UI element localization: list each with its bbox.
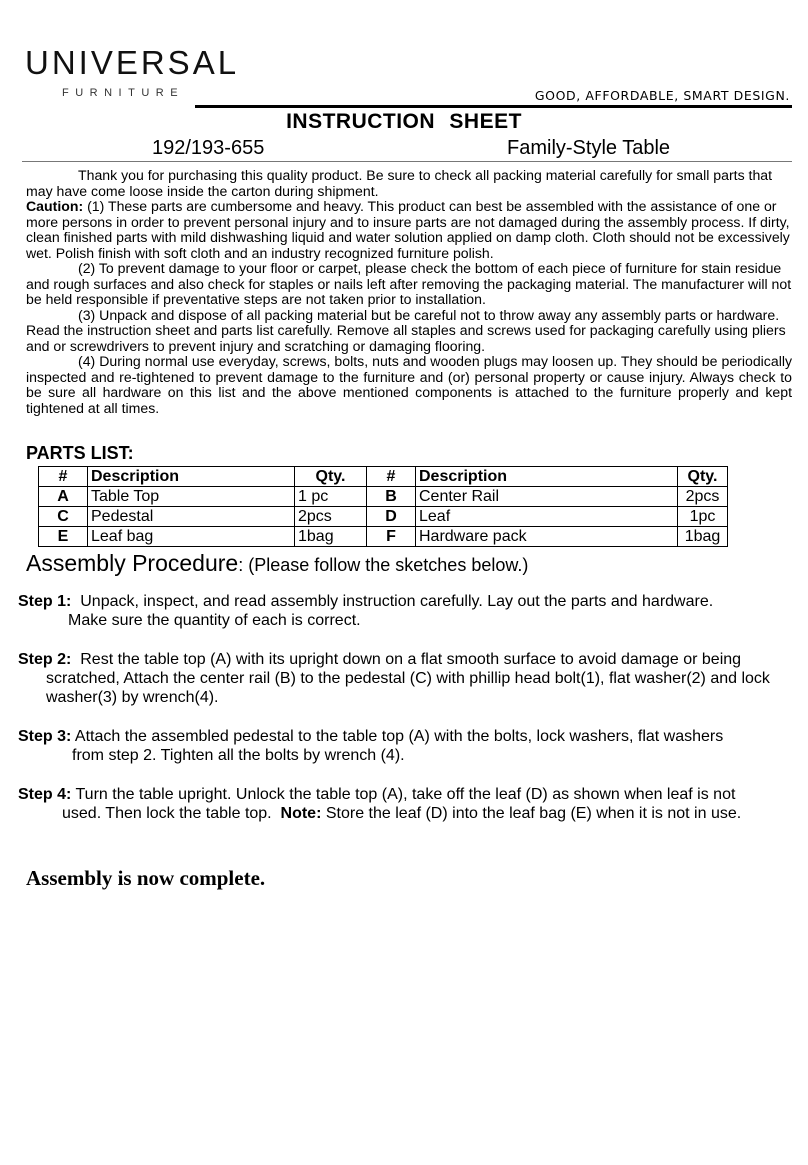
step-label: Step 4: xyxy=(18,786,72,803)
header-id-2: # xyxy=(367,467,416,487)
part-description: Table Top xyxy=(88,487,295,507)
part-id: E xyxy=(39,527,88,547)
step-text-continued xyxy=(18,804,790,823)
step-label: Step 1: xyxy=(18,593,72,610)
parts-table-header xyxy=(39,467,728,487)
table-row xyxy=(39,507,728,527)
brand-logo-subtitle: FURNITURE xyxy=(62,87,185,99)
header-qty-2: Qty. xyxy=(678,467,728,487)
caution-text-1: (1) These parts are cumbersome and heavy. This product can best be assembled with the assistance of one or more persons in order to prevent personal injury and to insure parts are not damaged during the assembly process. If dirty, clean finished parts with mild dishwashing liquid and water solution applied on damp cloth. Cloth should not be excessively wet. Polish finish with soft cloth and an industry recognized furniture polish. xyxy=(26,198,790,261)
step-2 xyxy=(18,650,790,707)
table-row xyxy=(39,527,728,547)
part-qty: 1pc xyxy=(678,507,728,527)
header-id-1: # xyxy=(39,467,88,487)
caution-paragraph-2: (2) To prevent damage to your floor or carpet, please check the bottom of each piece of furniture for stain residue and rough surfaces and also check for staples or nails left after removing the packaging material. The manufacturer will not be held responsible if preventative steps are not taken prior to installation. xyxy=(26,260,792,307)
step-4 xyxy=(18,785,790,823)
assembly-complete: Assembly is now complete. xyxy=(26,866,266,890)
intro-thanks: Thank you for purchasing this quality product. Be sure to check all packing material carefully for small parts that may have come loose inside the carton during shipment. xyxy=(26,167,773,199)
assembly-heading-title: Assembly Procedure xyxy=(26,550,239,576)
part-qty: 2pcs xyxy=(678,487,728,507)
page-title xyxy=(0,110,808,133)
table-row xyxy=(39,487,728,507)
step-text: Attach the assembled pedestal to the table top (A) with the bolts, lock washers, flat washers xyxy=(74,728,724,745)
note-label: Note: xyxy=(280,805,322,822)
product-name: Family-Style Table xyxy=(507,137,671,159)
part-description: Leaf xyxy=(416,507,678,527)
step-text-part-b: Store the leaf (D) into the leaf bag (E) when it is not in use. xyxy=(325,805,742,822)
parts-table xyxy=(38,466,728,547)
caution-label: Caution: xyxy=(26,198,84,214)
assembly-steps xyxy=(18,592,790,843)
step-label: Step 2: xyxy=(18,651,72,668)
caution-paragraph-4: (4) During normal use everyday, screws, bolts, nuts and wooden plugs may loosen up. They should be periodically inspected and re-tightened to prevent damage to the furniture and (or) personal property or cause injury. Always check to be sure all hardware on this list and the above mentioned components is attached to the furniture properly and kept tightened at all times. xyxy=(26,353,792,416)
header-divider xyxy=(195,105,792,108)
step-text-continued: Make sure the quantity of each is correct. xyxy=(68,612,361,629)
step-label: Step 3: xyxy=(18,728,72,745)
step-text: Unpack, inspect, and read assembly instruction carefully. Lay out the parts and hardware. xyxy=(80,593,714,610)
part-qty: 1bag xyxy=(295,527,367,547)
caution-paragraph-1 xyxy=(26,199,792,261)
intro-section xyxy=(26,168,792,416)
step-text-continued: from step 2. Tighten all the bolts by wrench (4). xyxy=(72,747,405,764)
parts-list-heading: PARTS LIST: xyxy=(26,443,134,463)
step-text: Turn the table upright. Unlock the table top (A), take off the leaf (D) as shown when leaf is not xyxy=(75,786,736,803)
title-divider xyxy=(22,161,792,162)
step-text-continued: scratched, Attach the center rail (B) to the pedestal (C) with phillip head bolt(1), flat washer(2) and lock washer(3) by wrench(4). xyxy=(46,670,770,706)
step-text: Rest the table top (A) with its upright down on a flat smooth surface to avoid damage or being xyxy=(80,651,742,668)
part-id: D xyxy=(367,507,416,527)
step-1 xyxy=(18,592,790,630)
header-qty-1: Qty. xyxy=(295,467,367,487)
part-description: Center Rail xyxy=(416,487,678,507)
assembly-heading-sub: : (Please follow the sketches below.) xyxy=(238,555,529,575)
part-description: Pedestal xyxy=(88,507,295,527)
part-description: Hardware pack xyxy=(416,527,678,547)
step-3 xyxy=(18,727,790,765)
part-qty: 1 pc xyxy=(295,487,367,507)
brand-logo-name: UNIVERSAL xyxy=(25,44,240,81)
model-number: 192/193-655 xyxy=(152,137,265,159)
caution-paragraph-3: (3) Unpack and dispose of all packing material but be careful not to throw away any assembly parts or hardware. Read the instruction sheet and parts list carefully. Remove all staples and screws used for packaging carefully using pliers and or screwdrivers to prevent injury and scratching or damaging flooring. xyxy=(26,306,786,354)
assembly-heading xyxy=(26,551,528,576)
header-description-2: Description xyxy=(416,467,678,487)
brand-tagline: GOOD, AFFORDABLE, SMART DESIGN. xyxy=(534,88,790,103)
part-id: F xyxy=(367,527,416,547)
step-text-part-a: used. Then lock the table top. xyxy=(62,805,272,822)
part-qty: 1bag xyxy=(678,527,728,547)
part-qty: 2pcs xyxy=(295,507,367,527)
part-id: B xyxy=(367,487,416,507)
title-word-2: SHEET xyxy=(449,110,522,133)
title-word-1: INSTRUCTION xyxy=(286,110,436,133)
header-description-1: Description xyxy=(88,467,295,487)
part-id: C xyxy=(39,507,88,527)
part-description: Leaf bag xyxy=(88,527,295,547)
part-id: A xyxy=(39,487,88,507)
